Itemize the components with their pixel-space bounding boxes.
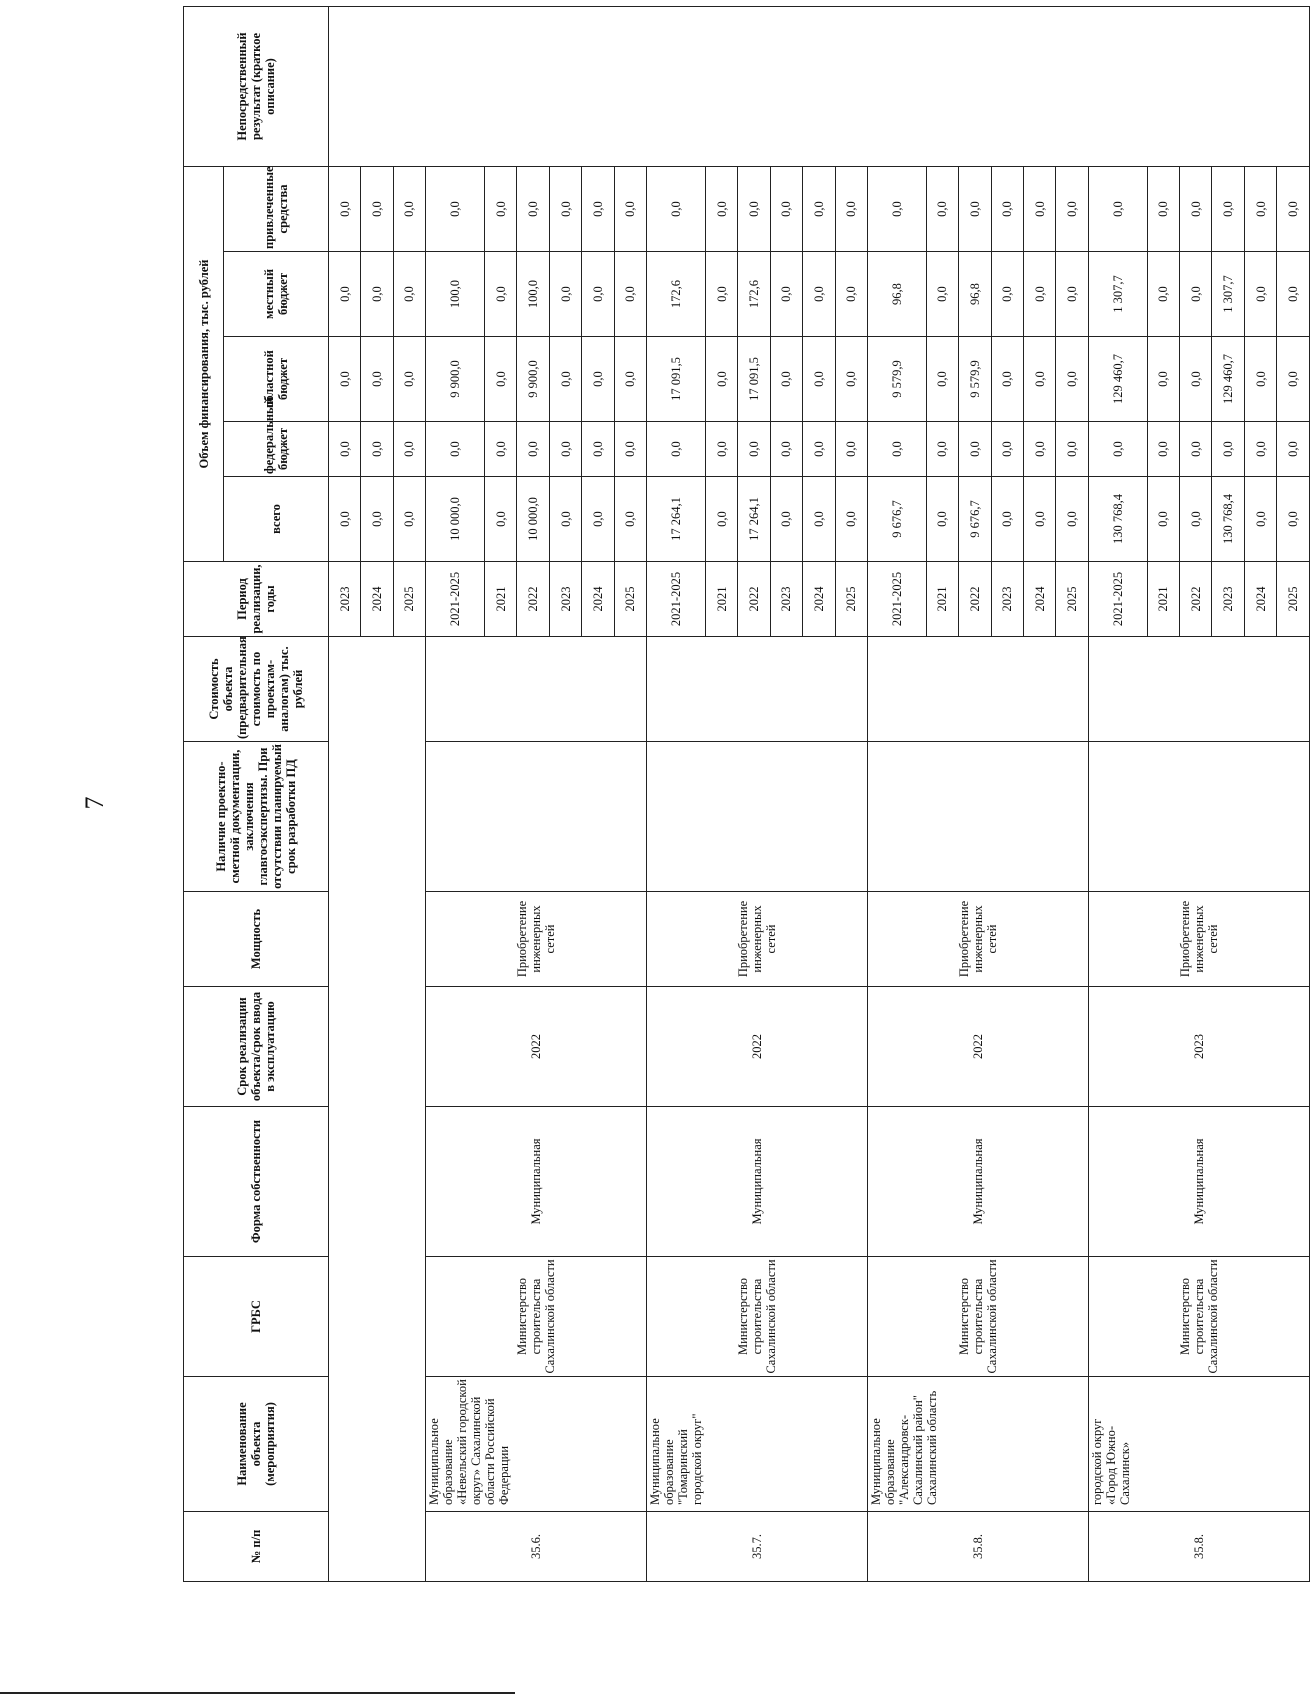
value-cell: 130 768,4 — [1088, 477, 1147, 562]
period-cell: 2021-2025 — [426, 562, 485, 637]
period-cell: 2022 — [959, 562, 991, 637]
value-cell: 0,0 — [770, 422, 802, 477]
value-cell: 0,0 — [1212, 167, 1244, 252]
value-cell: 0,0 — [959, 422, 991, 477]
capacity-cell: Приобретение инженерных сетей — [426, 892, 647, 987]
value-cell: 0,0 — [1180, 337, 1212, 422]
value-cell: 0,0 — [1277, 422, 1310, 477]
value-cell: 0,0 — [738, 422, 770, 477]
value-cell: 172,6 — [647, 252, 706, 337]
value-cell: 0,0 — [1277, 337, 1310, 422]
header-attracted: привлеченные средства — [224, 167, 329, 252]
value-cell: 9 579,9 — [959, 337, 991, 422]
funding-table — [183, 6, 1310, 1582]
value-cell: 0,0 — [1147, 337, 1179, 422]
deadline-cell: 2022 — [647, 987, 868, 1107]
value-cell: 0,0 — [1088, 422, 1147, 477]
period-cell: 2021-2025 — [867, 562, 926, 637]
period-cell: 2023 — [991, 562, 1023, 637]
capacity-cell: Приобретение инженерных сетей — [1088, 892, 1309, 987]
value-cell: 0,0 — [926, 167, 958, 252]
capacity-cell: Приобретение инженерных сетей — [647, 892, 868, 987]
value-cell: 100,0 — [517, 252, 549, 337]
row-number: 35.8. — [1088, 1512, 1309, 1582]
value-cell: 0,0 — [770, 337, 802, 422]
value-cell: 0,0 — [549, 477, 581, 562]
header-regional: областной бюджет — [224, 337, 329, 422]
value-cell: 0,0 — [329, 422, 361, 477]
value-cell: 0,0 — [614, 422, 646, 477]
value-cell: 0,0 — [803, 337, 835, 422]
value-cell: 0,0 — [705, 337, 737, 422]
value-cell: 9 900,0 — [517, 337, 549, 422]
period-cell: 2024 — [1023, 562, 1055, 637]
cost-cell — [647, 637, 868, 742]
value-cell: 0,0 — [426, 167, 485, 252]
value-cell: 0,0 — [867, 167, 926, 252]
value-cell: 0,0 — [329, 477, 361, 562]
value-cell: 0,0 — [393, 422, 425, 477]
value-cell: 0,0 — [1180, 422, 1212, 477]
header-grbs: ГРБС — [184, 1257, 329, 1377]
value-cell: 9 579,9 — [867, 337, 926, 422]
value-cell: 0,0 — [1277, 477, 1310, 562]
period-cell: 2021 — [1147, 562, 1179, 637]
cost-cell — [1088, 637, 1309, 742]
value-cell: 0,0 — [926, 337, 958, 422]
table-row — [1088, 7, 1147, 1582]
value-cell: 0,0 — [361, 252, 393, 337]
period-cell: 2023 — [1212, 562, 1244, 637]
value-cell: 96,8 — [867, 252, 926, 337]
value-cell: 0,0 — [1147, 477, 1179, 562]
value-cell: 0,0 — [1056, 252, 1088, 337]
value-cell: 0,0 — [517, 422, 549, 477]
value-cell: 0,0 — [549, 252, 581, 337]
value-cell: 0,0 — [926, 477, 958, 562]
value-cell: 0,0 — [485, 167, 517, 252]
value-cell: 0,0 — [803, 252, 835, 337]
value-cell: 0,0 — [835, 422, 867, 477]
value-cell: 0,0 — [835, 252, 867, 337]
value-cell: 0,0 — [361, 337, 393, 422]
value-cell: 0,0 — [485, 337, 517, 422]
header-num: № п/п — [184, 1512, 329, 1582]
value-cell: 0,0 — [329, 337, 361, 422]
value-cell: 0,0 — [705, 167, 737, 252]
value-cell: 0,0 — [959, 167, 991, 252]
value-cell: 0,0 — [705, 477, 737, 562]
object-name: Муниципальное образование «Невельский городской округ» Сахалинской области Российской Федерации — [426, 1377, 647, 1512]
value-cell: 130 768,4 — [1212, 477, 1244, 562]
value-cell: 0,0 — [485, 477, 517, 562]
period-cell: 2023 — [329, 562, 361, 637]
value-cell: 0,0 — [582, 167, 614, 252]
value-cell: 17 091,5 — [647, 337, 706, 422]
value-cell: 0,0 — [393, 167, 425, 252]
object-name: городской округ «Город Южно-Сахалинск» — [1088, 1377, 1309, 1512]
value-cell: 0,0 — [614, 167, 646, 252]
value-cell: 0,0 — [705, 252, 737, 337]
value-cell: 0,0 — [582, 337, 614, 422]
value-cell: 1 307,7 — [1088, 252, 1147, 337]
value-cell: 0,0 — [614, 252, 646, 337]
value-cell: 0,0 — [582, 422, 614, 477]
value-cell: 0,0 — [991, 252, 1023, 337]
value-cell: 0,0 — [647, 422, 706, 477]
value-cell: 0,0 — [1147, 422, 1179, 477]
header-local: местный бюджет — [224, 252, 329, 337]
value-cell: 0,0 — [393, 252, 425, 337]
value-cell: 0,0 — [1244, 422, 1276, 477]
ownership-cell: Муниципальная — [647, 1107, 868, 1257]
grbs-cell: Министерство строительства Сахалинской области — [867, 1257, 1088, 1377]
value-cell: 0,0 — [647, 167, 706, 252]
value-cell: 17 264,1 — [738, 477, 770, 562]
value-cell: 0,0 — [1180, 252, 1212, 337]
header-ownership: Форма собственности — [184, 1107, 329, 1257]
value-cell: 0,0 — [614, 477, 646, 562]
period-cell: 2021-2025 — [1088, 562, 1147, 637]
period-cell: 2024 — [582, 562, 614, 637]
row-number: 35.8. — [867, 1512, 1088, 1582]
table-row — [426, 7, 485, 1582]
value-cell: 0,0 — [770, 477, 802, 562]
value-cell: 0,0 — [1023, 167, 1055, 252]
value-cell: 0,0 — [1147, 252, 1179, 337]
period-cell: 2025 — [1277, 562, 1310, 637]
value-cell: 0,0 — [361, 477, 393, 562]
value-cell: 0,0 — [1023, 422, 1055, 477]
header-cost: Стоимость объекта (предварительная стоимость по проектам-аналогам) тыс. рублей — [184, 637, 329, 742]
value-cell: 10 000,0 — [517, 477, 549, 562]
header-period: Период реализации, годы — [184, 562, 329, 637]
value-cell: 0,0 — [329, 167, 361, 252]
value-cell: 0,0 — [835, 167, 867, 252]
value-cell: 0,0 — [361, 422, 393, 477]
grbs-cell: Министерство строительства Сахалинской области — [1088, 1257, 1309, 1377]
period-cell: 2025 — [614, 562, 646, 637]
period-cell: 2021 — [485, 562, 517, 637]
value-cell: 0,0 — [549, 337, 581, 422]
deadline-cell: 2023 — [1088, 987, 1309, 1107]
value-cell: 129 460,7 — [1212, 337, 1244, 422]
value-cell: 0,0 — [803, 477, 835, 562]
continuation-left-cell — [329, 637, 426, 1582]
value-cell: 0,0 — [1056, 422, 1088, 477]
table-body — [329, 7, 1310, 1582]
funding-table-container — [183, 32, 1310, 1582]
value-cell: 17 091,5 — [738, 337, 770, 422]
value-cell: 0,0 — [803, 422, 835, 477]
value-cell: 0,0 — [1056, 477, 1088, 562]
value-cell: 0,0 — [329, 252, 361, 337]
value-cell: 0,0 — [517, 167, 549, 252]
period-cell: 2021 — [926, 562, 958, 637]
period-cell: 2023 — [770, 562, 802, 637]
row-number: 35.7. — [647, 1512, 868, 1582]
header-deadline: Срок реализации объекта/срок ввода в эксплуатацию — [184, 987, 329, 1107]
value-cell: 0,0 — [803, 167, 835, 252]
value-cell: 0,0 — [1244, 252, 1276, 337]
value-cell: 0,0 — [1244, 337, 1276, 422]
period-cell: 2021-2025 — [647, 562, 706, 637]
ownership-cell: Муниципальная — [1088, 1107, 1309, 1257]
period-cell: 2025 — [393, 562, 425, 637]
value-cell: 17 264,1 — [647, 477, 706, 562]
value-cell: 0,0 — [1180, 167, 1212, 252]
period-cell: 2024 — [803, 562, 835, 637]
object-name: Муниципальное образование "Томаринский городской округ" — [647, 1377, 868, 1512]
design-docs-cell — [1088, 742, 1309, 892]
capacity-cell: Приобретение инженерных сетей — [867, 892, 1088, 987]
design-docs-cell — [426, 742, 647, 892]
value-cell: 0,0 — [393, 337, 425, 422]
value-cell: 0,0 — [485, 252, 517, 337]
period-cell: 2023 — [549, 562, 581, 637]
value-cell: 0,0 — [361, 167, 393, 252]
value-cell: 100,0 — [426, 252, 485, 337]
value-cell: 0,0 — [991, 337, 1023, 422]
value-cell: 0,0 — [835, 477, 867, 562]
period-cell: 2024 — [1244, 562, 1276, 637]
header-result: Непосредственный результат (краткое описание) — [184, 7, 329, 167]
value-cell: 0,0 — [1088, 167, 1147, 252]
deadline-cell: 2022 — [426, 987, 647, 1107]
value-cell: 0,0 — [1023, 477, 1055, 562]
result-cell — [329, 7, 1310, 167]
header-capacity: Мощность — [184, 892, 329, 987]
value-cell: 0,0 — [1180, 477, 1212, 562]
page-number: 7 — [80, 796, 109, 810]
row-number: 35.6. — [426, 1512, 647, 1582]
value-cell: 0,0 — [1277, 167, 1310, 252]
value-cell: 0,0 — [1244, 477, 1276, 562]
period-cell: 2024 — [361, 562, 393, 637]
cost-cell — [426, 637, 647, 742]
grbs-cell: Министерство строительства Сахалинской области — [647, 1257, 868, 1377]
value-cell: 0,0 — [991, 422, 1023, 477]
value-cell: 129 460,7 — [1088, 337, 1147, 422]
period-cell: 2025 — [835, 562, 867, 637]
object-name: Муниципальное образование "Александровск-Сахалинский район" Сахалинский область — [867, 1377, 1088, 1512]
value-cell: 0,0 — [1212, 422, 1244, 477]
value-cell: 0,0 — [926, 422, 958, 477]
value-cell: 0,0 — [614, 337, 646, 422]
table-row — [867, 7, 926, 1582]
table-row — [647, 7, 706, 1582]
period-cell: 2021 — [705, 562, 737, 637]
header-name: Наименование объекта (мероприятия) — [184, 1377, 329, 1512]
value-cell: 0,0 — [867, 422, 926, 477]
period-cell: 2025 — [1056, 562, 1088, 637]
value-cell: 0,0 — [1277, 252, 1310, 337]
ownership-cell: Муниципальная — [426, 1107, 647, 1257]
value-cell: 0,0 — [1056, 167, 1088, 252]
value-cell: 9 676,7 — [959, 477, 991, 562]
value-cell: 0,0 — [1147, 167, 1179, 252]
period-cell: 2022 — [1180, 562, 1212, 637]
header-design-docs: Наличие проектно-сметной документации, заключения главгосэкспертизы. При отсутствии планируемый срок разработки ПД — [184, 742, 329, 892]
value-cell: 0,0 — [926, 252, 958, 337]
bottom-rule — [0, 1692, 515, 1694]
value-cell: 0,0 — [705, 422, 737, 477]
value-cell: 0,0 — [1244, 167, 1276, 252]
value-cell: 0,0 — [770, 252, 802, 337]
value-cell: 0,0 — [426, 422, 485, 477]
header-total: всего — [224, 477, 329, 562]
value-cell: 9 676,7 — [867, 477, 926, 562]
value-cell: 96,8 — [959, 252, 991, 337]
deadline-cell: 2022 — [867, 987, 1088, 1107]
value-cell: 0,0 — [1056, 337, 1088, 422]
ownership-cell: Муниципальная — [867, 1107, 1088, 1257]
value-cell: 0,0 — [549, 422, 581, 477]
value-cell: 0,0 — [1023, 337, 1055, 422]
value-cell: 0,0 — [1023, 252, 1055, 337]
value-cell: 10 000,0 — [426, 477, 485, 562]
period-cell: 2022 — [738, 562, 770, 637]
value-cell: 0,0 — [485, 422, 517, 477]
value-cell: 0,0 — [582, 252, 614, 337]
table-row — [329, 7, 361, 1582]
value-cell: 9 900,0 — [426, 337, 485, 422]
value-cell: 0,0 — [835, 337, 867, 422]
value-cell: 172,6 — [738, 252, 770, 337]
value-cell: 0,0 — [549, 167, 581, 252]
design-docs-cell — [867, 742, 1088, 892]
header-funding-group: Объем финансирования, тыс. рублей — [184, 167, 224, 562]
design-docs-cell — [647, 742, 868, 892]
value-cell: 0,0 — [991, 167, 1023, 252]
cost-cell — [867, 637, 1088, 742]
value-cell: 0,0 — [393, 477, 425, 562]
period-cell: 2022 — [517, 562, 549, 637]
grbs-cell: Министерство строительства Сахалинской области — [426, 1257, 647, 1377]
value-cell: 0,0 — [770, 167, 802, 252]
value-cell: 0,0 — [738, 167, 770, 252]
header-federal: федеральный бюджет — [224, 422, 329, 477]
value-cell: 0,0 — [582, 477, 614, 562]
value-cell: 1 307,7 — [1212, 252, 1244, 337]
value-cell: 0,0 — [991, 477, 1023, 562]
